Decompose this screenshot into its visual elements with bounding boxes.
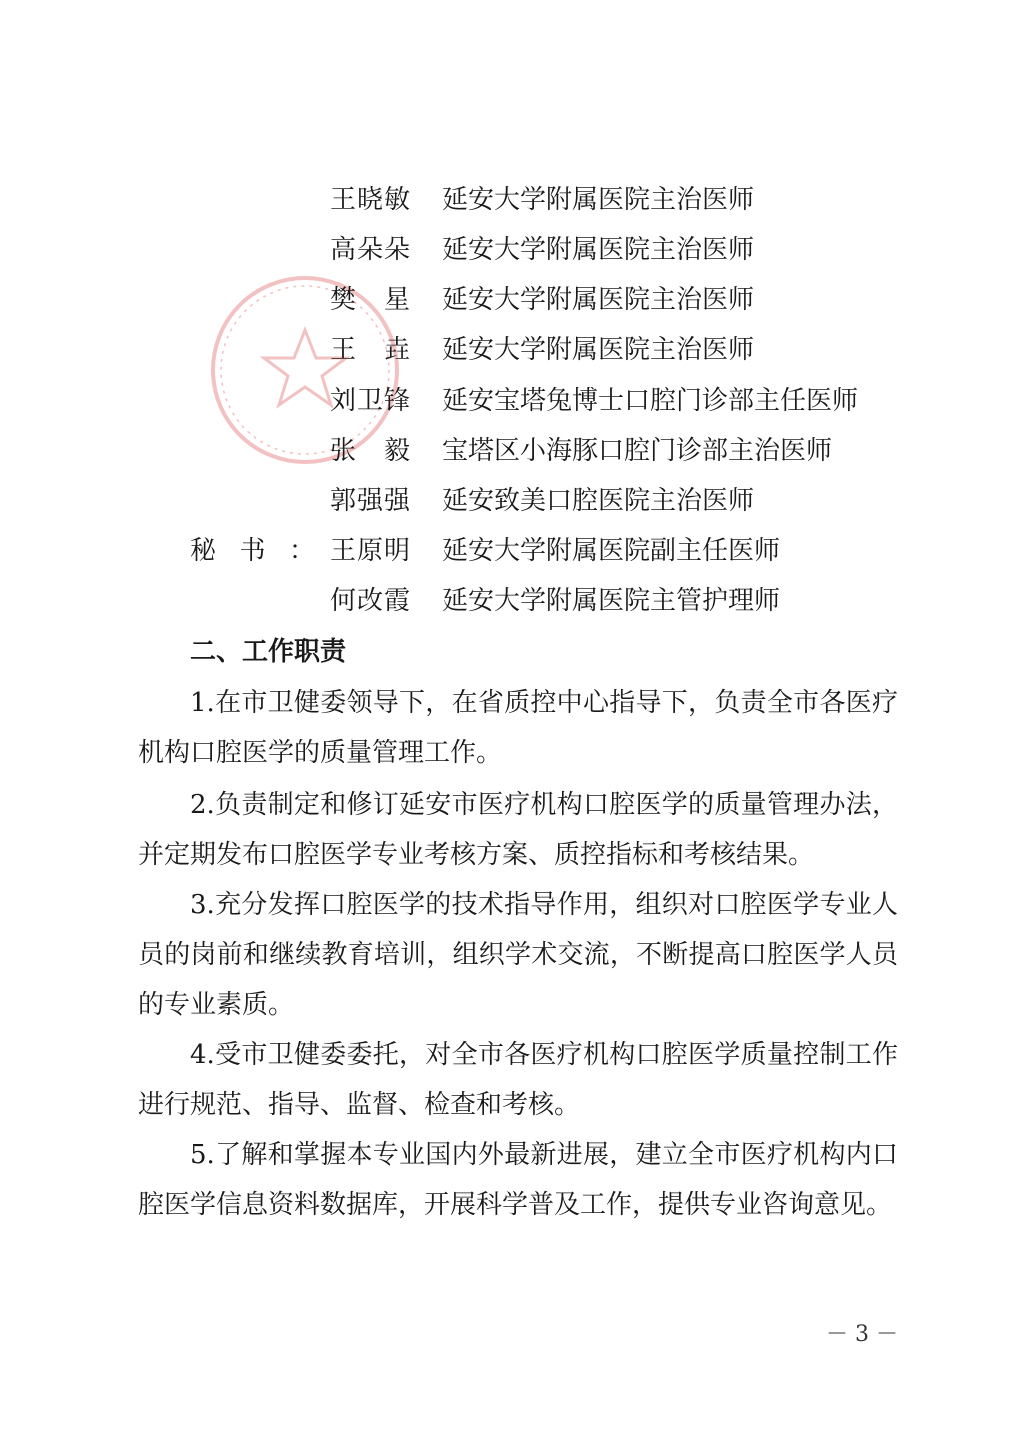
member-org: 延安大学附属医院副主任医师 <box>442 536 781 566</box>
member-org: 延安大学附属医院主治医师 <box>442 185 755 215</box>
duty-paragraph: 1.在市卫健委领导下，在省质控中心指导下，负责全市各医疗机构口腔医学的质量管理工作。 <box>138 688 898 768</box>
duty-paragraph: 4.受市卫健委委托，对全市各医疗机构口腔医学质量控制工作进行规范、指导、监督、检查和考核。 <box>138 1040 898 1120</box>
member-org: 延安大学附属医院主治医师 <box>442 235 755 265</box>
member-org: 延安大学附属医院主治医师 <box>442 335 755 365</box>
member-org: 延安宝塔兔博士口腔门诊部主任医师 <box>442 386 859 416</box>
member-name: 何 改 霞 <box>330 586 410 616</box>
member-name: 樊 星 <box>330 285 410 315</box>
member-org: 延安大学附属医院主治医师 <box>442 285 755 315</box>
member-name: 王 垚 <box>330 335 410 365</box>
member-name: 张 毅 <box>330 436 410 466</box>
page-number: － 3 － <box>826 1322 898 1347</box>
duty-paragraph: 2.负责制定和修订延安市医疗机构口腔医学的质量管理办法，并定期发布口腔医学专业考核方案、质控指标和考核结果。 <box>138 790 898 870</box>
member-name: 郭 强 强 <box>330 486 410 516</box>
member-role: 秘 书 ： <box>190 536 315 566</box>
section-heading: 二、工作职责 <box>190 637 347 667</box>
member-org: 宝塔区小海豚口腔门诊部主治医师 <box>442 436 833 466</box>
member-name: 刘 卫 锋 <box>330 386 410 416</box>
duty-paragraph: 3.充分发挥口腔医学的技术指导作用，组织对口腔医学专业人员的岗前和继续教育培训，组织学术交流，不断提高口腔医学人员的专业素质。 <box>138 890 898 1020</box>
member-org: 延安大学附属医院主管护理师 <box>442 586 781 616</box>
member-name: 王 原 明 <box>330 536 410 566</box>
member-org: 延安致美口腔医院主治医师 <box>442 486 755 516</box>
member-name: 高 朵 朵 <box>330 235 410 265</box>
member-name: 王 晓 敏 <box>330 185 410 215</box>
duty-paragraph: 5.了解和掌握本专业国内外最新进展，建立全市医疗机构内口腔医学信息资料数据库，开展科学普及工作，提供专业咨询意见。 <box>138 1140 898 1220</box>
